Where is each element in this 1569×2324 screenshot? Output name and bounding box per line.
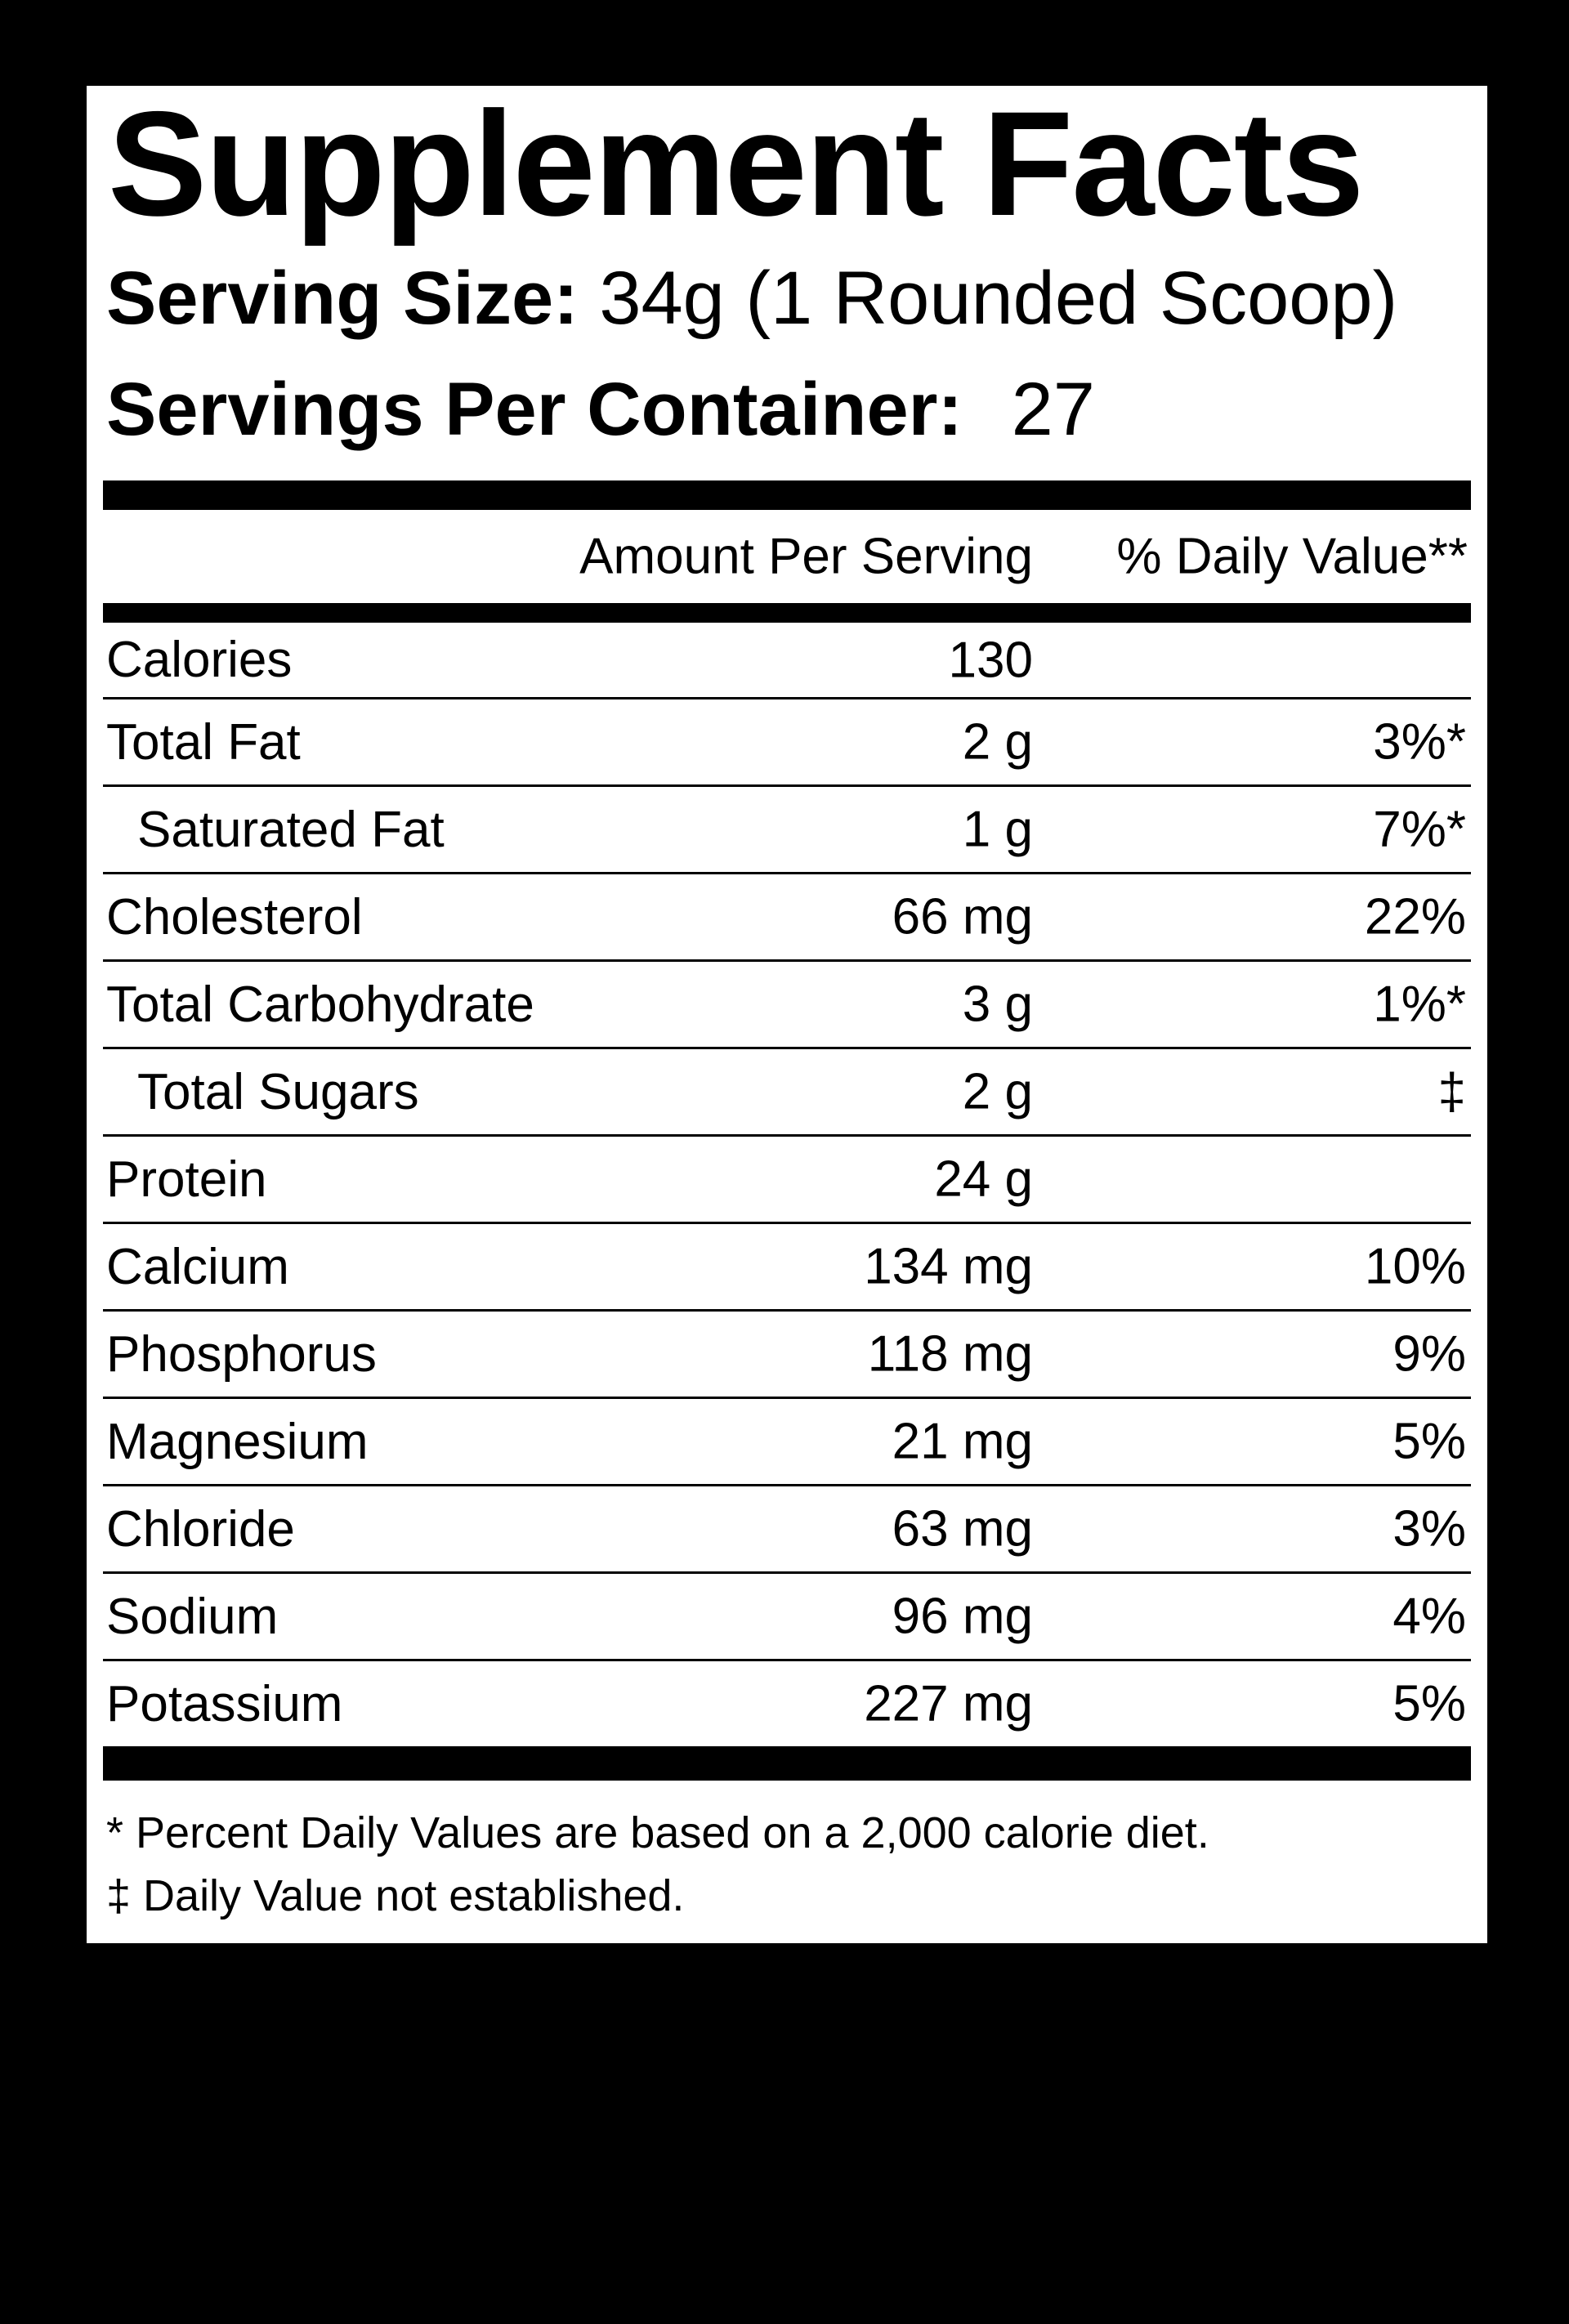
nutrient-amount: 3 g [962,976,1033,1033]
nutrient-daily-value: ‡ [1437,1063,1466,1120]
nutrient-name: Cholesterol [106,888,363,945]
table-row [103,1134,1471,1222]
nutrient-name: Sodium [106,1588,279,1645]
supplement-facts-panel [87,80,1487,1943]
nutrient-name: Chloride [106,1500,295,1558]
nutrient-daily-value: 22% [1364,888,1466,945]
nutrient-amount: 66 mg [892,888,1033,945]
nutrient-daily-value: 5% [1392,1675,1466,1732]
table-row [103,872,1471,959]
nutrient-amount: 21 mg [892,1413,1033,1470]
nutrient-name: Phosphorus [106,1325,377,1383]
footnote-line: ‡ Daily Value not established. [106,1871,685,1920]
table-row [103,1397,1471,1484]
table-row [103,1222,1471,1309]
footnotes [103,1802,1471,1928]
nutrient-daily-value: 3%* [1373,713,1466,771]
nutrient-name: Total Carbohydrate [106,976,534,1033]
divider-bar-bottom [103,1746,1471,1781]
nutrient-name: Protein [106,1151,267,1208]
table-row [103,784,1471,872]
nutrient-name: Magnesium [106,1413,369,1470]
table-row [103,959,1471,1047]
table-row [103,1309,1471,1397]
table-row [103,1047,1471,1134]
servings-per-container-line [103,355,1471,463]
nutrient-amount: 2 g [962,1063,1033,1120]
nutrient-daily-value: 3% [1392,1500,1466,1558]
nutrient-name: Total Fat [106,713,301,771]
table-row [103,697,1471,784]
serving-size-value: 34g (1 Rounded Scoop) [599,257,1398,340]
nutrient-amount: 24 g [934,1151,1033,1208]
nutrient-daily-value: 5% [1392,1413,1466,1470]
nutrient-amount: 2 g [962,713,1033,771]
nutrient-daily-value: 1%* [1373,976,1466,1033]
nutrient-table [103,623,1471,1746]
nutrient-name: Calcium [106,1238,289,1295]
nutrient-amount: 134 mg [864,1238,1033,1295]
servings-per-container-value: 27 [1011,368,1095,451]
nutrient-name: Total Sugars [137,1063,419,1120]
nutrient-name: Calories [106,632,293,688]
footnote-line: * Percent Daily Values are based on a 2,000 calorie diet. [106,1808,1209,1857]
nutrient-daily-value: 9% [1392,1325,1466,1383]
divider-bar-top [103,480,1471,510]
serving-size-line [103,241,1471,355]
serving-size-label: Serving Size: [106,257,579,340]
nutrient-amount: 227 mg [864,1675,1033,1732]
table-row [103,1571,1471,1659]
nutrient-name: Potassium [106,1675,343,1732]
daily-value-header: % Daily Value** [1116,528,1468,585]
page-title: Supplement Facts [108,80,1363,247]
nutrient-amount: 1 g [962,801,1033,858]
nutrient-daily-value: 10% [1364,1238,1466,1295]
nutrient-amount: 63 mg [892,1500,1033,1558]
nutrient-daily-value: 7%* [1373,801,1466,858]
table-row [103,1484,1471,1571]
amount-per-serving-header: Amount Per Serving [579,528,1033,585]
table-row [103,1659,1471,1746]
nutrient-amount: 96 mg [892,1588,1033,1645]
divider-bar-header [103,603,1471,623]
nutrient-daily-value: 4% [1392,1588,1466,1645]
nutrient-name: Saturated Fat [137,801,445,858]
table-column-headers [103,510,1471,603]
nutrient-amount: 130 [948,632,1033,688]
table-row [103,623,1471,697]
nutrient-amount: 118 mg [867,1325,1033,1383]
servings-per-container-label: Servings Per Container: [106,368,963,451]
